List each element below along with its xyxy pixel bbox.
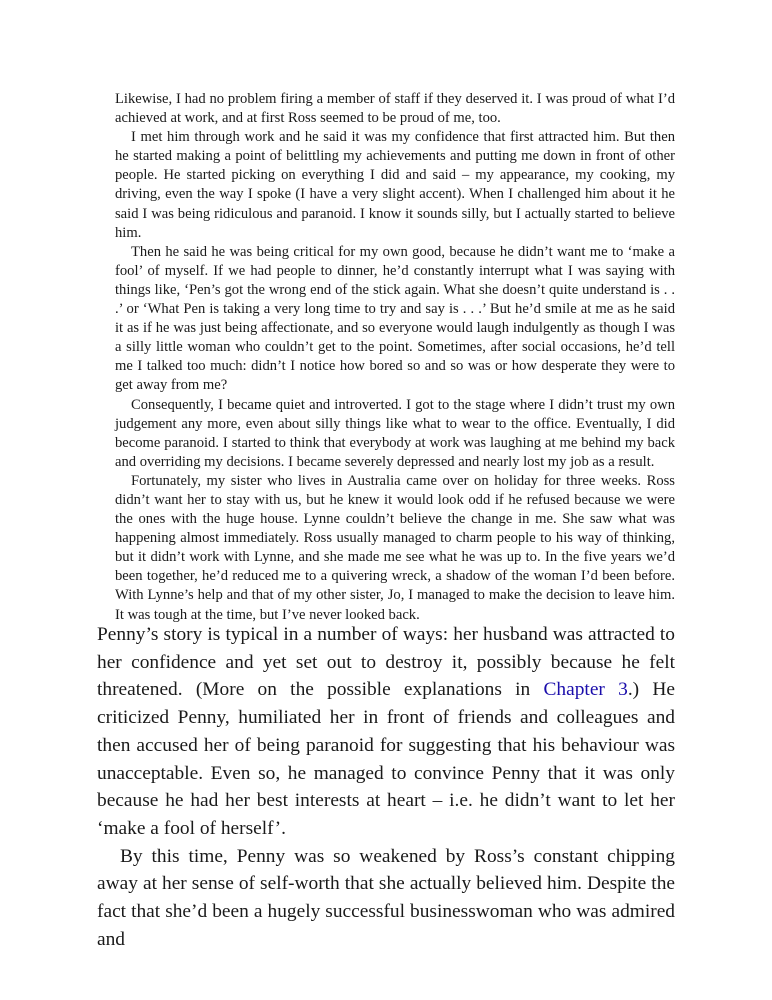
quote-paragraph: I met him through work and he said it was my confidence that first attracted him. But then he started making a point of belittling my achievements and putting me down in front of other people. He started picking on everything I did and said – my appearance, my cooking, my driving, even the way I spoke (I have a very slight accent). When I challenged him about it he said I was being ridiculous and paranoid. I know it sounds silly, but I actually started to believe him. [115,129,675,241]
testimony-block-quote [115,90,675,625]
body-paragraph-text: Penny’s story is typical in a number of ways: her husband was attracted to her confidence and yet set out to destroy it, possibly because he felt threatened. (More on the possible explanations in [97,624,675,701]
quote-paragraph: Fortunately, my sister who lives in Australia came over on holiday for three weeks. Ross didn’t want her to stay with us, but he knew it would look odd if he refused because we were the ones with the huge house. Lynne couldn’t believe the change in me. She saw what was happening almost immediately. Ross usually managed to charm people to his way of thinking, but it didn’t work with Lynne, and she made me see what he was up to. In the five years we’d been together, he’d reduced me to a quivering wreck, a shadow of the woman I’d been before. With Lynne’s help and that of my other sister, Jo, I managed to make the decision to leave him. It was tough at the time, but I’ve never looked back. [115,472,675,623]
body-paragraph-text: .) He criticized Penny, humiliated her in front of friends and colleagues and then accused her of being paranoid for suggesting that his behaviour was unacceptable. Even so, he managed to convince Penny that it was only because he had her best interests at heart – i.e. he didn’t want to let her ‘make a fool of herself’. [97,679,675,839]
main-body-text [97,621,675,953]
quote-paragraph: Consequently, I became quiet and introverted. I got to the stage where I didn’t trust my own judgement any more, even about silly things like what to wear to the office. Eventually, I did become paranoid. I started to think that everybody at work was laughing at me behind my back and overriding my decisions. I became severely depressed and nearly lost my job as a result. [115,396,675,470]
chapter-3-link[interactable]: Chapter 3 [543,679,628,701]
quote-paragraph: Likewise, I had no problem firing a member of staff if they deserved it. I was proud of what I’d achieved at work, and at first Ross seemed to be proud of me, too. [115,91,675,127]
quote-paragraph: Then he said he was being critical for my own good, because he didn’t want me to ‘make a fool’ of myself. If we had people to dinner, he’d constantly interrupt what I was saying with things like, ‘Pen’s got the wrong end of the stick again. What she doesn’t quite understand is . . .’ or ‘What Pen is taking a very long time to try and say is . . .’ But he’d smile at me as he said it as if he was just being affectionate, and so everyone would laugh indulgently as though I was a silly little woman who couldn’t get to the point. Sometimes, after social occasions, he’d tell me I talked too much: didn’t I notice how bored so and so was or how desperate they were to get away from me? [115,243,675,394]
body-paragraph: By this time, Penny was so weakened by Ross’s constant chipping away at her sense of self-worth that she actually believed him. Despite the fact that she’d been a hugely successful businesswoman who was admired and [97,845,675,950]
body-paragraph [97,621,675,843]
